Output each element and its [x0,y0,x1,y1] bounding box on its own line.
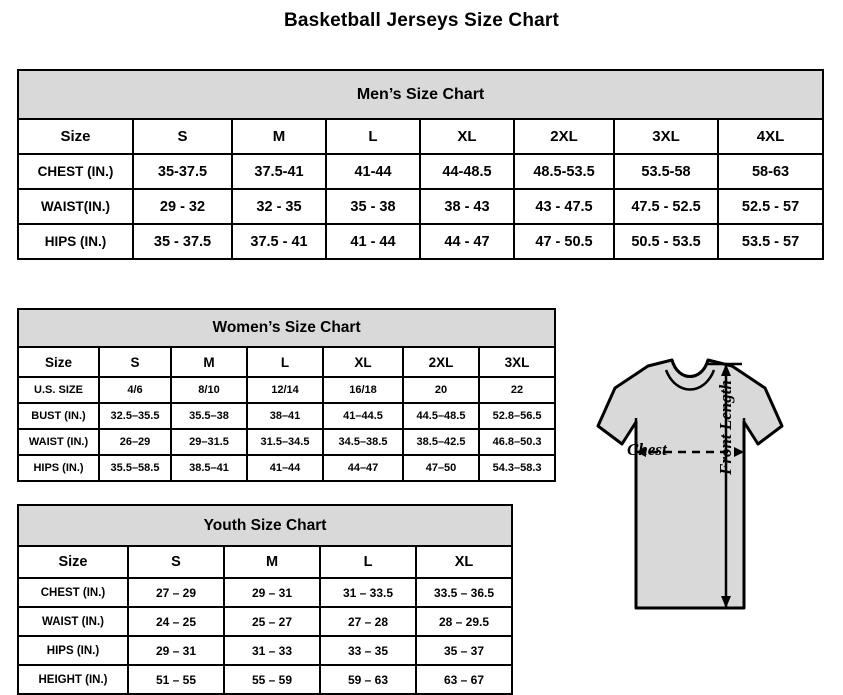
youth-cell: 59 – 63 [320,665,416,694]
mens-cell: 37.5-41 [232,154,326,189]
mens-cell: 50.5 - 53.5 [614,224,718,259]
womens-cell: 44.5–48.5 [403,403,479,429]
womens-cell: 20 [403,377,479,403]
youth-cell: 31 – 33 [224,636,320,665]
womens-cell: 4/6 [99,377,171,403]
mens-col-header: S [133,119,232,154]
table-row [18,578,512,607]
womens-cell: 46.8–50.3 [479,429,555,455]
womens-cell: 35.5–38 [171,403,247,429]
youth-cell: 55 – 59 [224,665,320,694]
table-row [18,607,512,636]
youth-row-label: HIPS (IN.) [18,636,128,665]
womens-cell: 16/18 [323,377,403,403]
mens-cell: 48.5-53.5 [514,154,614,189]
mens-cell: 35 - 38 [326,189,420,224]
womens-col-header: L [247,347,323,377]
chest-measure-label: Chest [627,440,667,459]
womens-header-row [18,347,555,377]
youth-cell: 51 – 55 [128,665,224,694]
mens-row-label: CHEST (IN.) [18,154,133,189]
table-row [18,403,555,429]
youth-cell: 29 – 31 [224,578,320,607]
mens-col-header: 2XL [514,119,614,154]
mens-col-header: L [326,119,420,154]
womens-col-header: XL [323,347,403,377]
mens-col-header: 3XL [614,119,718,154]
mens-cell: 58-63 [718,154,823,189]
mens-size-chart-table [17,69,824,260]
womens-row-label: HIPS (IN.) [18,455,99,481]
womens-row-label: WAIST (IN.) [18,429,99,455]
mens-caption: Men’s Size Chart [18,70,823,119]
jersey-shirt-icon [520,340,840,680]
youth-col-header: S [128,546,224,578]
womens-caption: Women’s Size Chart [18,309,555,347]
womens-col-header: S [99,347,171,377]
youth-cell: 33.5 – 36.5 [416,578,512,607]
youth-cell: 27 – 28 [320,607,416,636]
mens-cell: 41 - 44 [326,224,420,259]
womens-col-header: 3XL [479,347,555,377]
table-row [18,224,823,259]
jersey-measurement-diagram [520,340,840,680]
womens-cell: 52.8–56.5 [479,403,555,429]
table-row [18,455,555,481]
womens-cell: 47–50 [403,455,479,481]
mens-caption-row [18,70,823,119]
youth-size-chart-table [17,504,513,695]
womens-cell: 38.5–41 [171,455,247,481]
table-row [18,429,555,455]
mens-cell: 52.5 - 57 [718,189,823,224]
youth-cell: 33 – 35 [320,636,416,665]
page-title: Basketball Jerseys Size Chart [283,10,560,31]
womens-cell: 12/14 [247,377,323,403]
mens-cell: 35 - 37.5 [133,224,232,259]
youth-cell: 27 – 29 [128,578,224,607]
womens-cell: 31.5–34.5 [247,429,323,455]
table-row [18,377,555,403]
table-row [18,154,823,189]
womens-cell: 34.5–38.5 [323,429,403,455]
mens-col-header: M [232,119,326,154]
mens-cell: 44 - 47 [420,224,514,259]
youth-cell: 31 – 33.5 [320,578,416,607]
mens-cell: 32 - 35 [232,189,326,224]
womens-col-header: 2XL [403,347,479,377]
youth-cell: 29 – 31 [128,636,224,665]
mens-cell: 35-37.5 [133,154,232,189]
mens-cell: 53.5-58 [614,154,718,189]
mens-cell: 29 - 32 [133,189,232,224]
mens-row-label: HIPS (IN.) [18,224,133,259]
womens-cell: 41–44.5 [323,403,403,429]
womens-cell: 44–47 [323,455,403,481]
womens-cell: 35.5–58.5 [99,455,171,481]
womens-col-header: M [171,347,247,377]
youth-col-header: Size [18,546,128,578]
womens-cell: 26–29 [99,429,171,455]
youth-caption-row [18,505,512,546]
youth-row-label: CHEST (IN.) [18,578,128,607]
mens-cell: 38 - 43 [420,189,514,224]
mens-cell: 53.5 - 57 [718,224,823,259]
youth-header-row [18,546,512,578]
youth-cell: 24 – 25 [128,607,224,636]
youth-row-label: HEIGHT (IN.) [18,665,128,694]
womens-cell: 41–44 [247,455,323,481]
mens-row-label: WAIST(IN.) [18,189,133,224]
womens-cell: 38.5–42.5 [403,429,479,455]
mens-cell: 47 - 50.5 [514,224,614,259]
table-row [18,189,823,224]
mens-cell: 43 - 47.5 [514,189,614,224]
mens-col-header: 4XL [718,119,823,154]
youth-cell: 63 – 67 [416,665,512,694]
mens-col-header: Size [18,119,133,154]
womens-cell: 29–31.5 [171,429,247,455]
womens-col-header: Size [18,347,99,377]
front-length-measure-label: Front Length [716,380,735,475]
womens-caption-row [18,309,555,347]
youth-cell: 28 – 29.5 [416,607,512,636]
mens-cell: 37.5 - 41 [232,224,326,259]
womens-cell: 22 [479,377,555,403]
youth-caption: Youth Size Chart [18,505,512,546]
womens-cell: 38–41 [247,403,323,429]
youth-col-header: L [320,546,416,578]
mens-cell: 44-48.5 [420,154,514,189]
mens-header-row [18,119,823,154]
youth-row-label: WAIST (IN.) [18,607,128,636]
womens-size-chart-table [17,308,556,482]
mens-cell: 47.5 - 52.5 [614,189,718,224]
womens-row-label: U.S. SIZE [18,377,99,403]
youth-col-header: XL [416,546,512,578]
youth-cell: 25 – 27 [224,607,320,636]
table-row [18,636,512,665]
mens-col-header: XL [420,119,514,154]
womens-cell: 8/10 [171,377,247,403]
mens-cell: 41-44 [326,154,420,189]
table-row [18,665,512,694]
womens-cell: 54.3–58.3 [479,455,555,481]
shirt-outline [598,360,782,608]
womens-row-label: BUST (IN.) [18,403,99,429]
womens-cell: 32.5–35.5 [99,403,171,429]
youth-col-header: M [224,546,320,578]
youth-cell: 35 – 37 [416,636,512,665]
